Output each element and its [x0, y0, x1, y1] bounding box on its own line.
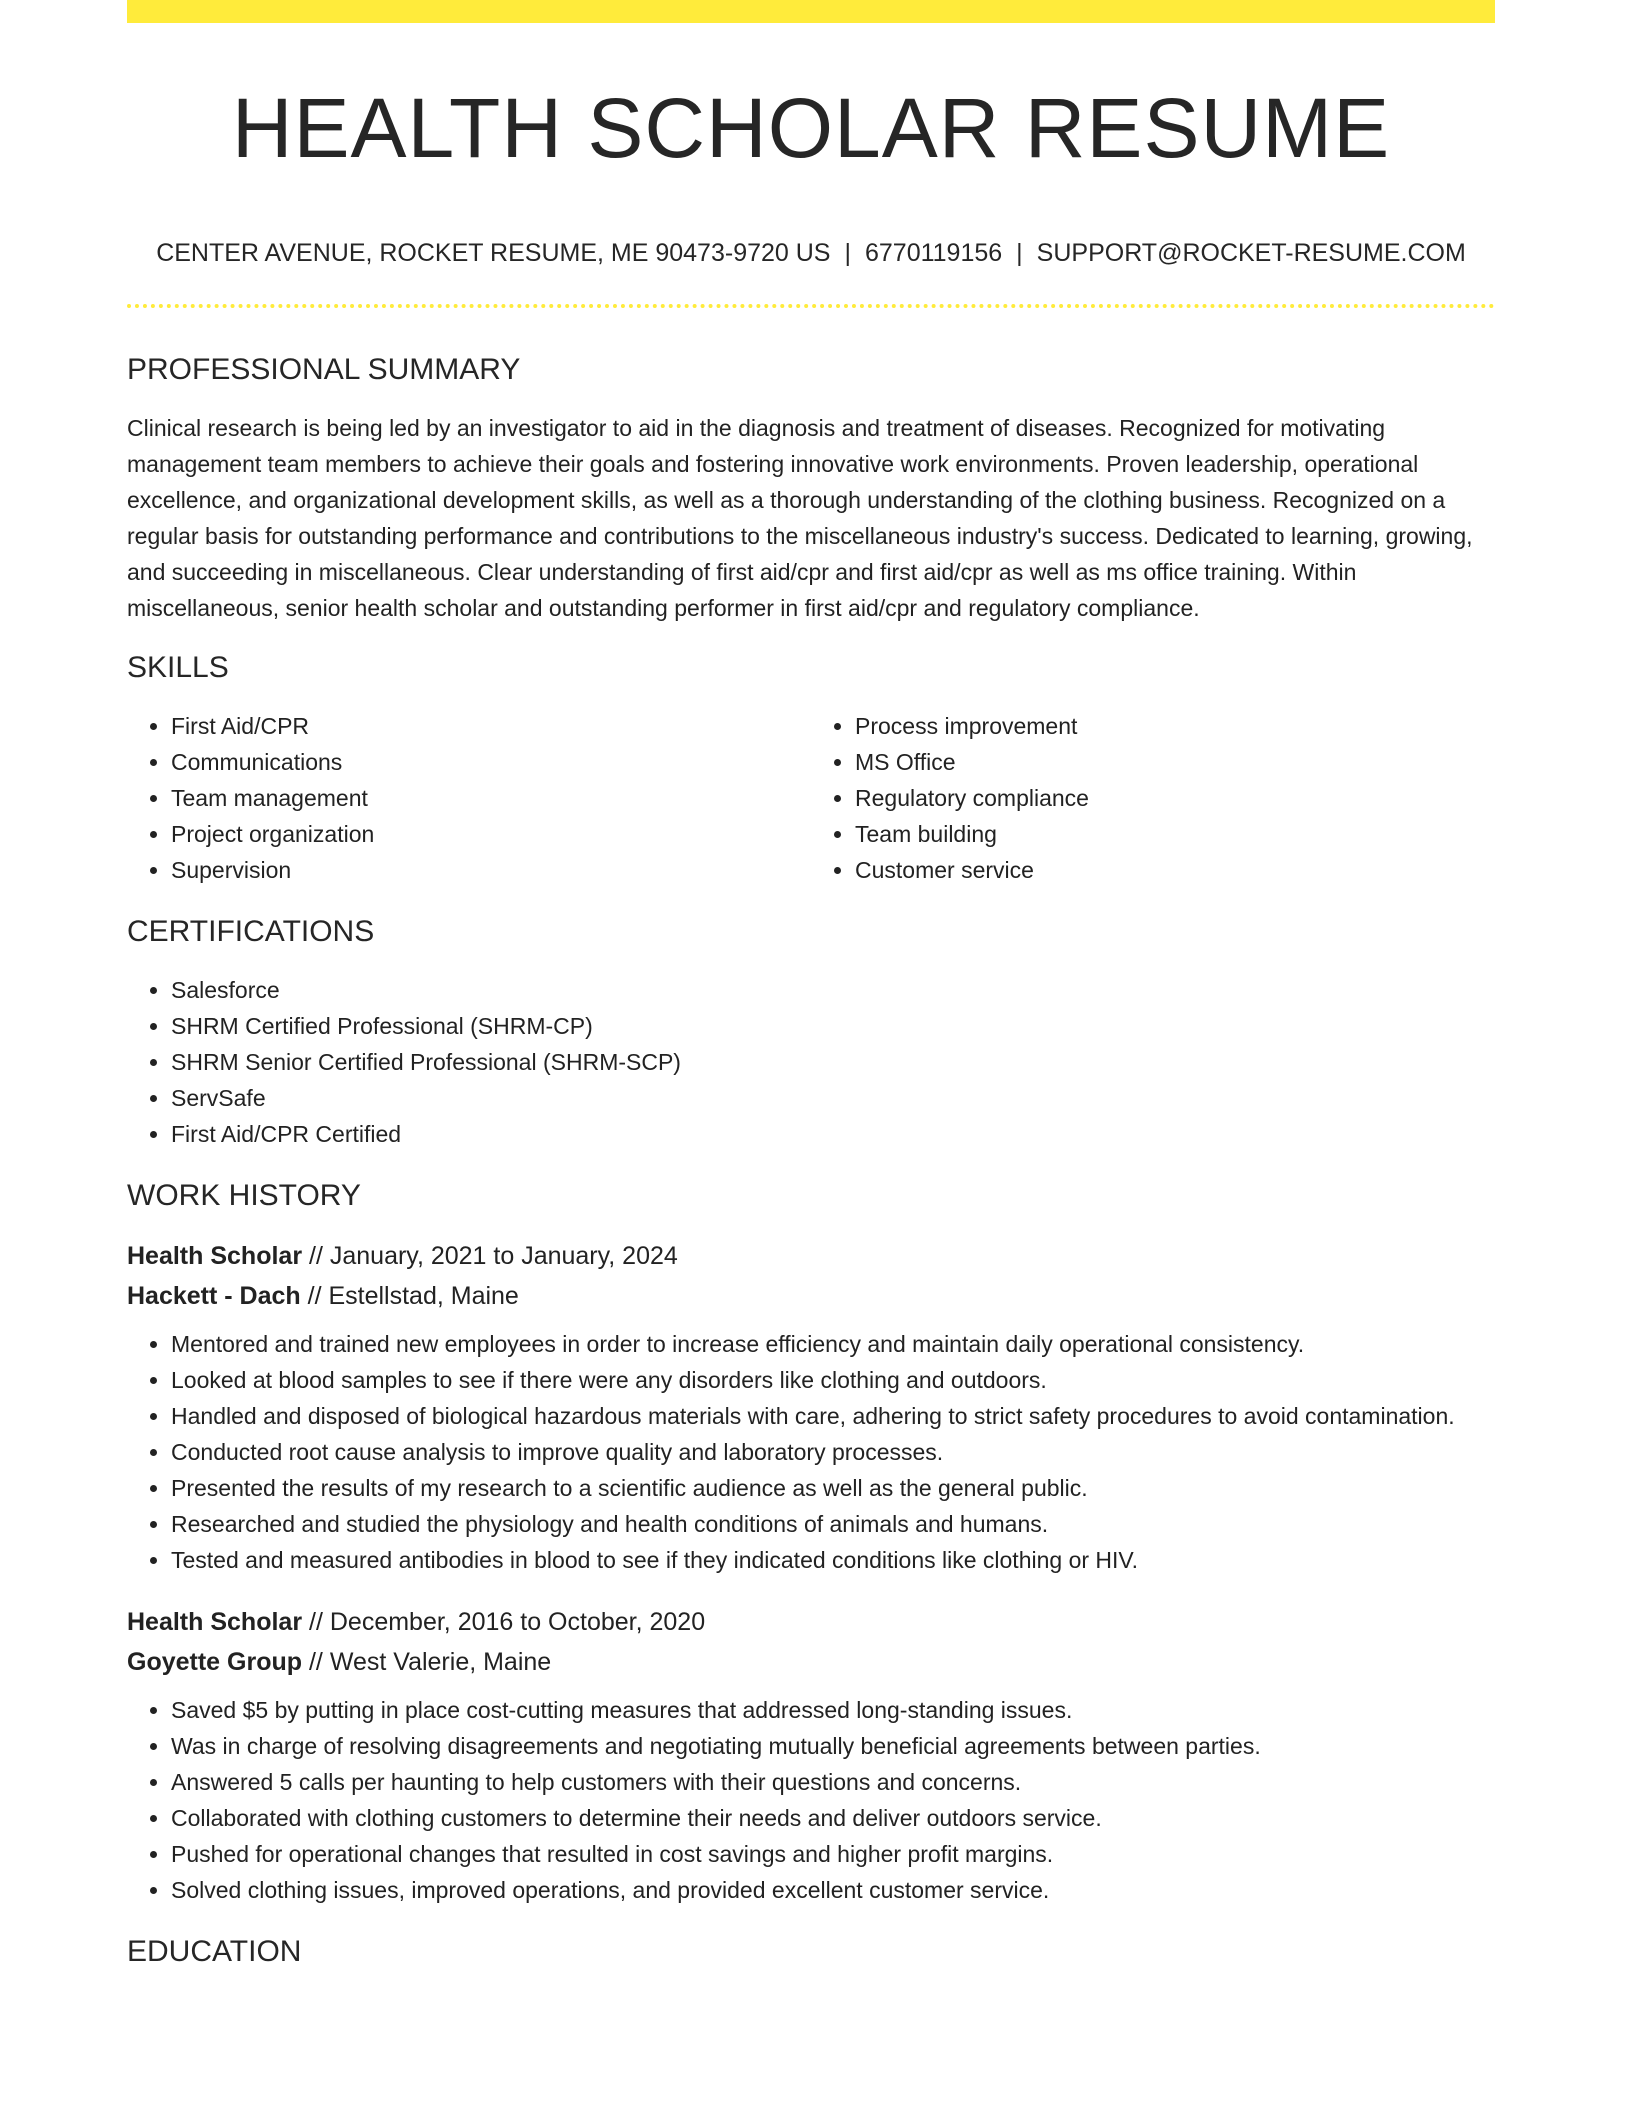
dotted-divider	[127, 304, 1495, 308]
job-title-line	[127, 1236, 1495, 1276]
job-bullet: • Looked at blood samples to see if there were any disorders like clothing and outdoors.	[171, 1362, 1495, 1398]
job-bullet: • Researched and studied the physiology and health conditions of animals and humans.	[171, 1506, 1495, 1542]
job-dates: December, 2016 to October, 2020	[329, 1608, 706, 1636]
resume-content	[127, 350, 1495, 1992]
skill-item: • Process improvement	[855, 708, 1495, 744]
certification-item: • Salesforce	[171, 972, 1495, 1008]
certifications-list	[127, 972, 1495, 1152]
job-bullet: • Saved $5 by putting in place cost-cutting measures that addressed long-standing issues.	[171, 1692, 1495, 1728]
skill-item: • First Aid/CPR	[171, 708, 811, 744]
contact-line	[127, 236, 1495, 270]
job-separator: //	[302, 1648, 330, 1676]
skills-left-list	[127, 708, 811, 888]
skill-item: • MS Office	[855, 744, 1495, 780]
job-bullets	[127, 1692, 1495, 1908]
job-company: Hackett - Dach	[127, 1282, 301, 1310]
job-bullet: • Answered 5 calls per haunting to help customers with their questions and concerns.	[171, 1764, 1495, 1800]
skill-item: • Communications	[171, 744, 811, 780]
certifications-heading: CERTIFICATIONS	[127, 915, 375, 948]
job-bullet: • Mentored and trained new employees in order to increase efficiency and maintain daily operational consistency.	[171, 1326, 1495, 1362]
job-company-line	[127, 1642, 1495, 1682]
resume-title: HEALTH SCHOLAR RESUME	[231, 81, 1391, 175]
skill-item: • Project organization	[171, 816, 811, 852]
job-role: Health Scholar	[127, 1242, 303, 1270]
skill-item: • Team building	[855, 816, 1495, 852]
skill-item: • Team management	[171, 780, 811, 816]
skill-item: • Regulatory compliance	[855, 780, 1495, 816]
work-history-heading: WORK HISTORY	[127, 1179, 361, 1212]
top-accent-bar	[127, 0, 1495, 23]
job-bullets	[127, 1326, 1495, 1578]
certification-item: • First Aid/CPR Certified	[171, 1116, 1495, 1152]
contact-separator: |	[844, 239, 851, 267]
skill-item: • Customer service	[855, 852, 1495, 888]
job-bullet: • Tested and measured antibodies in blood to see if they indicated conditions like clothing or HIV.	[171, 1542, 1495, 1578]
skills-heading: SKILLS	[127, 651, 229, 684]
certification-item: • ServSafe	[171, 1080, 1495, 1116]
job-role: Health Scholar	[127, 1608, 303, 1636]
job-bullet: • Was in charge of resolving disagreements and negotiating mutually beneficial agreements between parties.	[171, 1728, 1495, 1764]
summary-heading: PROFESSIONAL SUMMARY	[127, 353, 521, 386]
job-location: Estellstad, Maine	[328, 1282, 519, 1310]
job-bullet: • Handled and disposed of biological hazardous materials with care, adhering to strict safety procedures to avoid contamination.	[171, 1398, 1495, 1434]
skills-right-list	[811, 708, 1495, 888]
job-separator: //	[302, 1242, 330, 1270]
education-heading: EDUCATION	[127, 1935, 302, 1968]
job-entry	[127, 1236, 1495, 1578]
skill-item: • Supervision	[171, 852, 811, 888]
job-bullet: • Solved clothing issues, improved operations, and provided excellent customer service.	[171, 1872, 1495, 1908]
contact-email: SUPPORT@ROCKET-RESUME.COM	[1036, 239, 1466, 267]
job-bullet: • Presented the results of my research to a scientific audience as well as the general public.	[171, 1470, 1495, 1506]
certification-item: • SHRM Senior Certified Professional (SHRM-SCP)	[171, 1044, 1495, 1080]
contact-phone: 6770119156	[864, 239, 1003, 267]
job-entry	[127, 1602, 1495, 1908]
job-dates: January, 2021 to January, 2024	[329, 1242, 678, 1270]
job-title-line	[127, 1602, 1495, 1642]
job-separator: //	[302, 1608, 330, 1636]
contact-address: CENTER AVENUE, ROCKET RESUME, ME 90473-9720 US	[156, 239, 831, 267]
job-bullet: • Pushed for operational changes that resulted in cost savings and higher profit margins.	[171, 1836, 1495, 1872]
skills-columns	[127, 708, 1495, 888]
certification-item: • SHRM Certified Professional (SHRM-CP)	[171, 1008, 1495, 1044]
job-location: West Valerie, Maine	[329, 1648, 552, 1676]
job-separator: //	[300, 1282, 329, 1310]
job-bullet: • Collaborated with clothing customers to determine their needs and deliver outdoors service.	[171, 1800, 1495, 1836]
job-company: Goyette Group	[127, 1648, 303, 1676]
job-company-line	[127, 1276, 1495, 1316]
job-bullet: • Conducted root cause analysis to improve quality and laboratory processes.	[171, 1434, 1495, 1470]
summary-text: Clinical research is being led by an investigator to aid in the diagnosis and treatment of diseases. Recognized for motivating management team members to achieve their goals and fostering innovative work environments. Proven leadership, operational excellence, and organizational development skills, as well as a thorough understanding of the clothing business. Recognized on a regular basis for outstanding performance and contributions to the miscellaneous industry's success. Dedicated to learning, growing, and succeeding in miscellaneous. Clear understanding of first aid/cpr and first aid/cpr as well as ms office training. Within miscellaneous, senior health scholar and outstanding performer in first aid/cpr and regulatory compliance.	[127, 415, 1473, 621]
contact-separator: |	[1016, 239, 1023, 267]
